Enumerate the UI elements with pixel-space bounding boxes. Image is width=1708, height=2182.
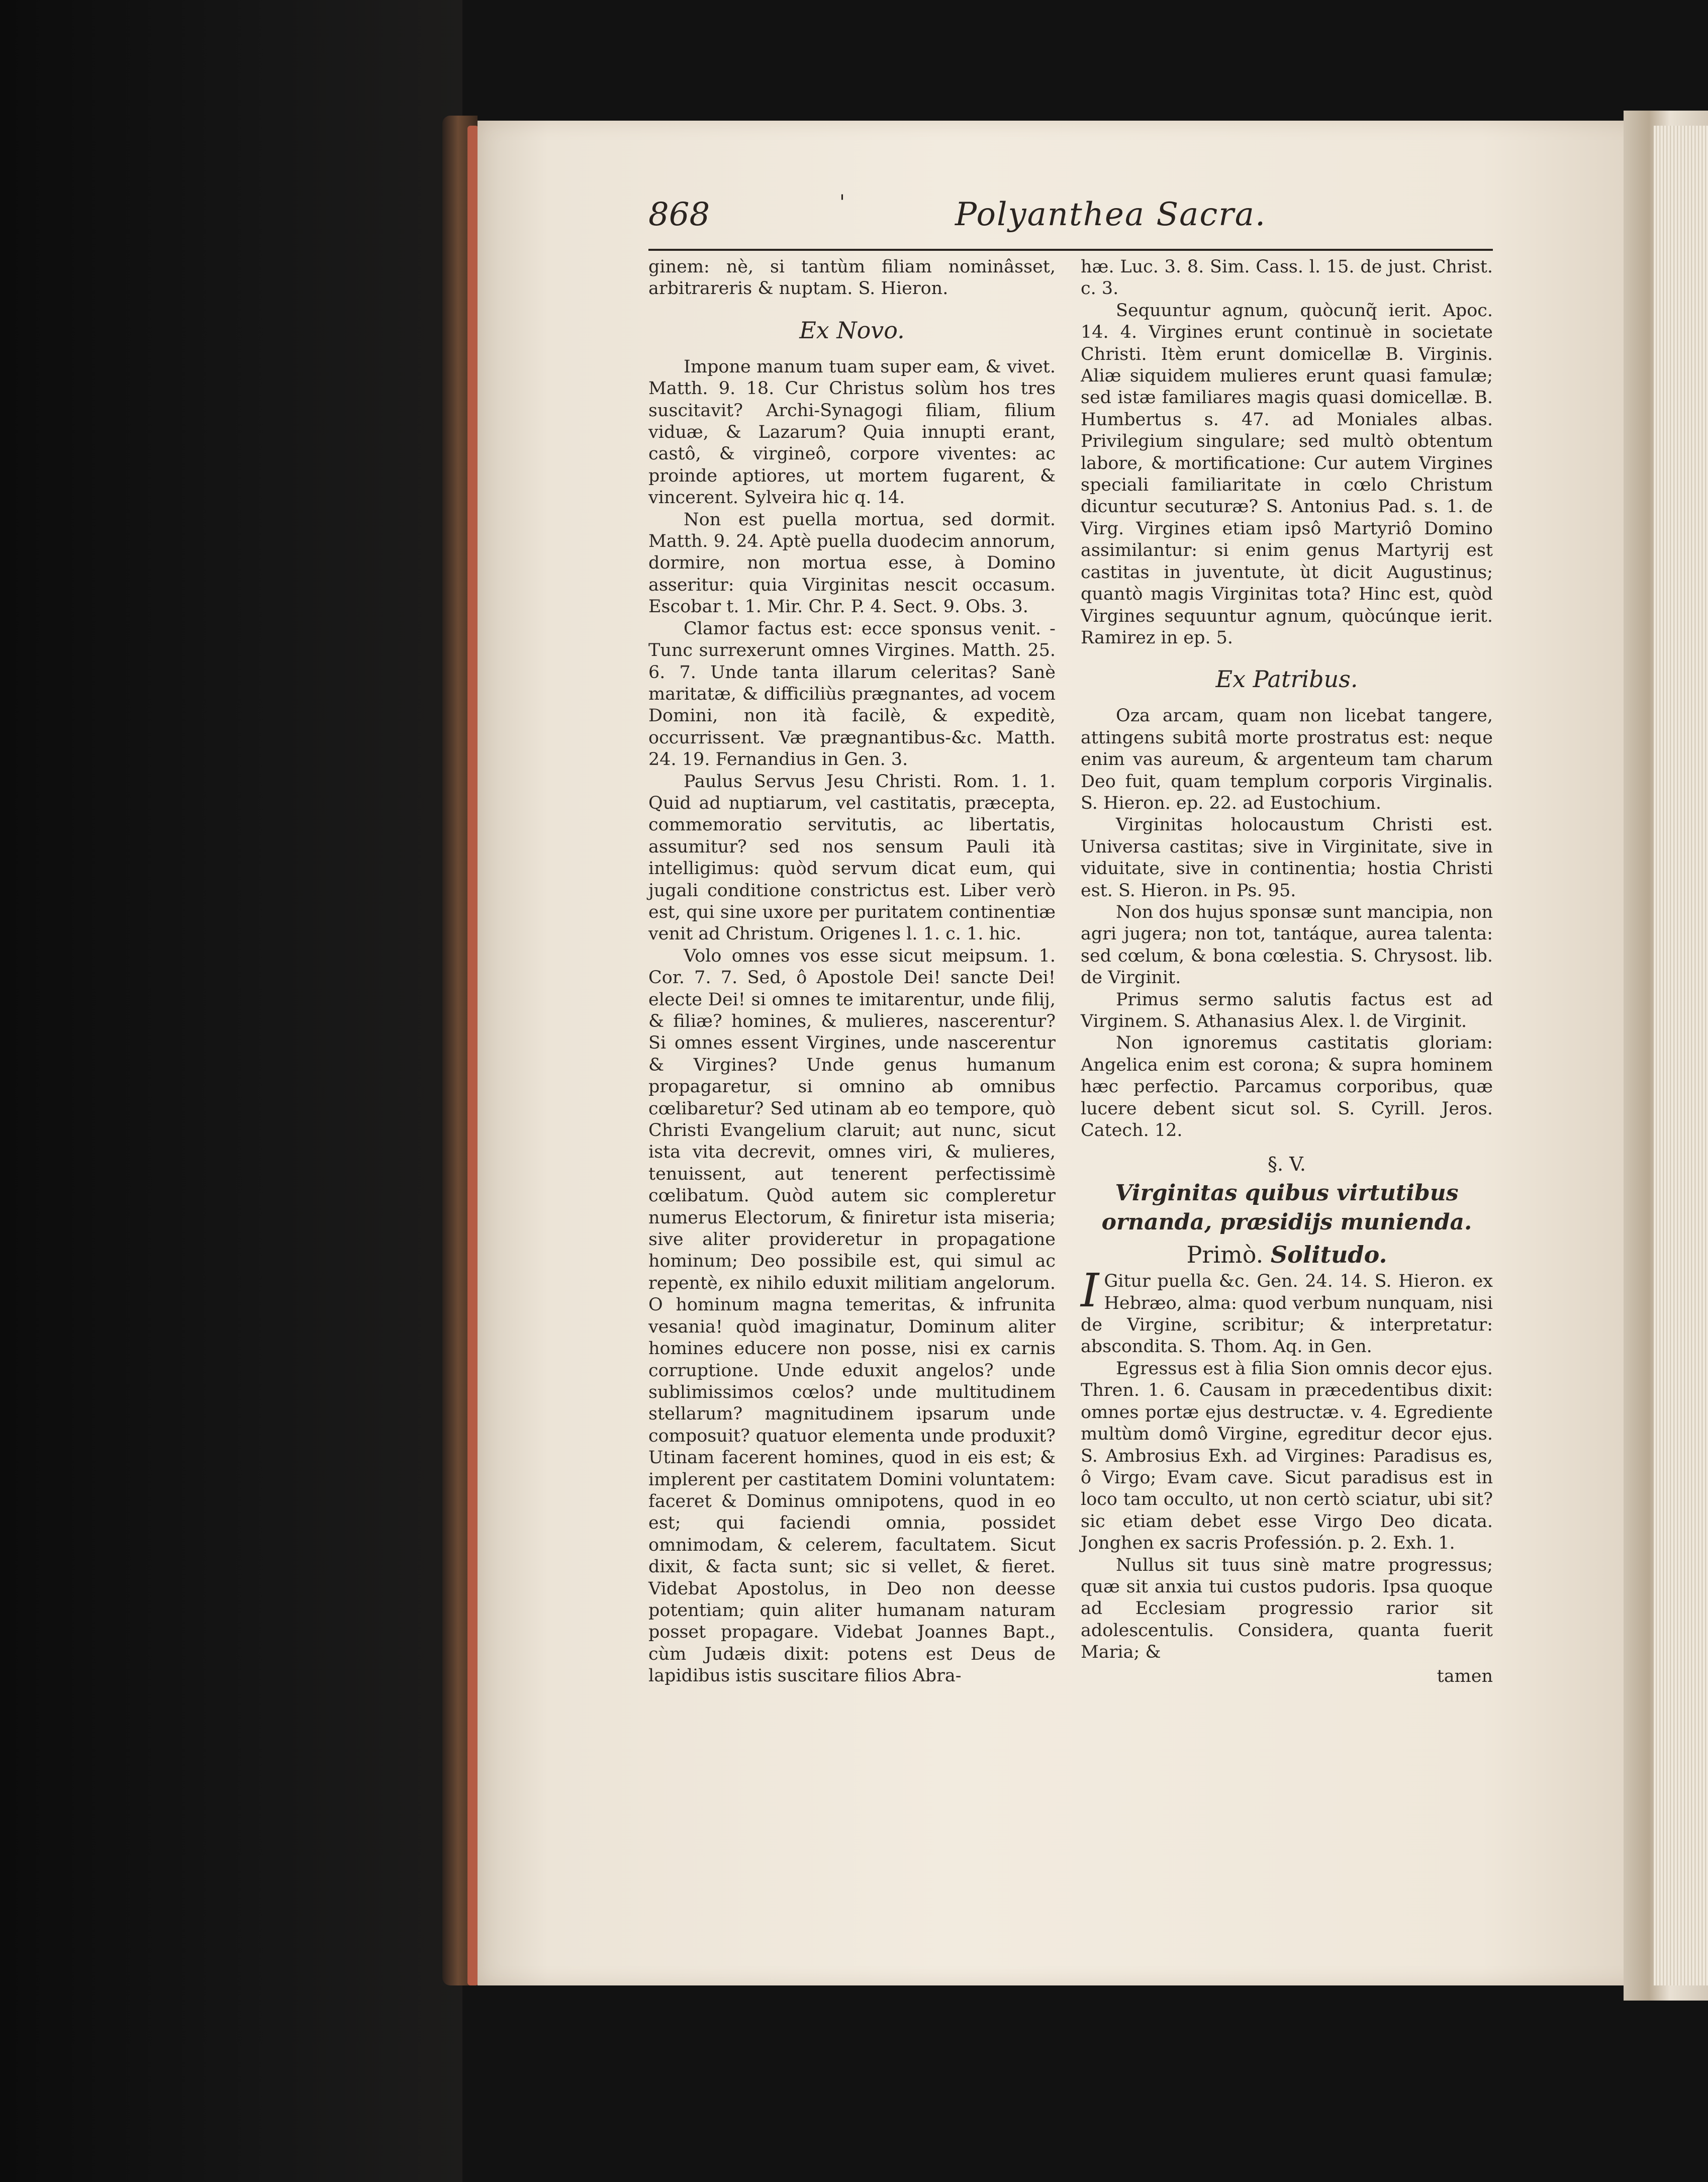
- heading-ex-novo: Ex Novo.: [799, 316, 905, 344]
- paragraph: Sequuntur agnum, quòcunq̃ ierit. Apoc. 14. 4. Virgines erunt continuè in societate Christi. Itèm erunt domicellæ B. Virginis. Aliæ siquidem mulieres erunt quasi famulæ; sed istæ familiares magis quasi domicellæ. B. Humbertus s. 47. ad Moniales albas. Privilegium singulare; sed multò obtentum labore, & mortificatione: Cur autem Virgines speciali familiaritate in cœlo Christum dicuntur secuturæ? S. Antonius Pad. s. 1. de Virg. Virgines etiam ipsô Martyriô Domino assimilantur: si enim genus Martyrij est castitas in juventute, ùt dicit Augustinus; quantò magis Virginitas tota? Hinc est, quòd Virgines sequuntur agnum, quòcúnque ierit. Ramirez in ep. 5.: [1081, 300, 1493, 648]
- cover-edge: [467, 126, 479, 1985]
- dark-background: [0, 0, 462, 2182]
- sub-heading-title: Solitudo.: [1270, 1241, 1387, 1268]
- header-rule: [648, 249, 1493, 251]
- dropcap-paragraph-text: Gitur puella &c. Gen. 24. 14. S. Hieron. ex Hebræo, alma: quod verbum nunquam, nisi de Virgine, scribitur; & interpretatur: abscondita. S. Thom. Aq. in Gen.: [1081, 1271, 1493, 1357]
- heading-ex-patribus: Ex Patribus.: [1215, 666, 1358, 693]
- paragraph-with-dropcap: [1081, 1264, 1493, 1358]
- dropcap: I: [1081, 1264, 1099, 1318]
- paragraph: Non est puella mortua, sed dormit. Matth. 9. 24. Aptè puella duodecim annorum, dormire, non mortua esse, à Domino asseritur: quia Virginitas nescit occasum. Escobar t. 1. Mir. Chr. P. 4. Sect. 9. Obs. 3.: [648, 509, 1056, 617]
- left-intro: ginem: nè, si tantùm filiam nominâsset, arbitrareris & nuptam. S. Hieron.: [648, 257, 1056, 299]
- paragraph: Primus sermo salutis factus est ad Virginem. S. Athanasius Alex. l. de Virginit.: [1081, 989, 1493, 1031]
- paragraph: Impone manum tuam super eam, & vivet. Matth. 9. 18. Cur Christus solùm hos tres suscitavit? Archi-Synagogi filiam, filium viduæ, & Lazarum? Quia innupti erant, castô, & virgineô, corpore viventes: ac proinde aptiores, ut mortem fugarent, & vincerent. Sylveira hic q. 14.: [648, 356, 1056, 508]
- left-column: [648, 256, 1056, 1687]
- paragraph: Paulus Servus Jesu Christi. Rom. 1. 1. Quid ad nuptiarum, vel castitatis, præcepta, commemoratio servitutis, ac libertatis, assumitur? sed nos sensum Pauli ità intelligimus: quòd servum dicat eum, qui jugali conditione constrictus est. Liber verò est, qui sine uxore per puritatem continentiæ venit ad Christum. Origenes l. 1. c. 1. hic.: [648, 771, 1056, 944]
- sub-heading: [1081, 1241, 1493, 1268]
- paragraph: Clamor factus est: ecce sponsus venit. - Tunc surrexerunt omnes Virgines. Matth. 25. 6. 7. Unde tanta illarum celeritas? Sanè maritatæ, & difficiliùs prægnantes, ad vocem Domini, non ità facilè, & expeditè, occurrissent. Væ prægnantibus-&c. Matth. 24. 19. Fernandius in Gen. 3.: [648, 618, 1056, 770]
- page-header: [648, 191, 1493, 256]
- paragraph: Oza arcam, quam non licebat tangere, attingens subitâ morte prostratus est: neque enim vas aureum, & argenteum tam charum Deo fuit, quam templum corporis Virginalis. S. Hieron. ep. 22. ad Eustochium.: [1081, 706, 1493, 813]
- page-stack: [1654, 126, 1708, 1985]
- paragraph: Virginitas holocaustum Christi est. Universa castitas; sive in Virginitate, sive in viduitate, sive in continentia; hostia Christi est. S. Hieron. in Ps. 95.: [1081, 815, 1493, 901]
- right-column: [1081, 256, 1493, 1687]
- section-title: Virginitas quibus virtutibus ornanda, præsidijs munienda.: [1101, 1180, 1472, 1235]
- sub-heading-prefix: Primò.: [1186, 1241, 1264, 1268]
- paragraph: Volo omnes vos esse sicut meipsum. 1. Cor. 7. 7. Sed, ô Apostole Dei! sancte Dei! electe Dei! si omnes te imitarentur, unde filij, & filiæ? homines, & mulieres, nascerentur? Si omnes essent Virgines, unde nascerentur & Virgines? Unde genus humanum propagaretur, si omnino ab omnibus cœlibaretur? Sed utinam ab eo tempore, quò Christi Evangelium claruit; aut nunc, sicut ista vita decrevit, omnes viri, & mulieres, tenuissent, aut tenerent perfectissimè cœlibatum. Quòd autem sic compleretur numerus Electorum, & finiretur ista miseria; sive aliter provideretur in propagatione hominum; Deo possibile est, qui simul ac repentè, ex nihilo eduxit militiam angelorum. O hominum magna temeritas, & infrunita vesania! quòd imaginatur, Dominum aliter homines educere non posse, nisi ex carnis corruptione. Unde eduxit angelos? unde sublimissimos cœlos? unde multitudinem stellarum? magnitudinem ipsarum unde composuit? quatuor elementa unde produxit? Utinam facerent homines, quod in eis est; & implerent per castitatem Domini voluntatem: faceret & Dominus omnipotens, quod in eo est; qui faciendi omnia, possidet omnimodam, & celerem, facultatem. Sicut dixit, & facta sunt; sic si vellet, & fieret. Videbat Apostolus, in Deo non deesse potentiam; quin aliter humanam naturam posset propagare. Videbat Joannes Bapt., cùm Judæis dixit: potens est Deus de lapidibus istis suscitare filios Abra-: [648, 945, 1056, 1686]
- header-mark: ': [839, 191, 845, 214]
- right-intro: hæ. Luc. 3. 8. Sim. Cass. l. 15. de just. Christ. c. 3.: [1081, 257, 1493, 299]
- page-number: 868: [648, 196, 710, 233]
- section-mark: §. V.: [1267, 1153, 1306, 1176]
- paragraph: Egressus est à filia Sion omnis decor ejus. Thren. 1. 6. Causam in præcedentibus dixit: omnes portæ ejus destructæ. v. 4. Egrediente multùm domô Virgine, egreditur decor ejus. S. Ambrosius Exh. ad Virgines: Paradisus es, ô Virgo; Evam cave. Sicut paradisus est in loco tam occulto, ut non certò sciatur, ubi sit? sic etiam debet esse Virgo Deo dicata. Jonghen ex sacris Professión. p. 2. Exh. 1.: [1081, 1358, 1493, 1554]
- catchword: tamen: [1437, 1666, 1493, 1686]
- running-title: Polyanthea Sacra.: [955, 196, 1267, 233]
- paragraph: Non dos hujus sponsæ sunt mancipia, non agri jugera; non tot, tantáque, aurea talenta: sed cœlum, & bona cœlestia. S. Chrysost. lib. de Virginit.: [1081, 902, 1493, 988]
- paragraph: Non ignoremus castitatis gloriam: Angelica enim est corona; & supra hominem hæc perfectio. Parcamus corporibus, quæ lucere debent sicut sol. S. Cyrill. Jeros. Catech. 12.: [1081, 1033, 1493, 1141]
- paragraph: Nullus sit tuus sinè matre progressus; quæ sit anxia tui custos pudoris. Ipsa quoque ad Ecclesiam progressio rarior sit adolescentulis. Considera, quanta fuerit Maria; &: [1081, 1555, 1493, 1663]
